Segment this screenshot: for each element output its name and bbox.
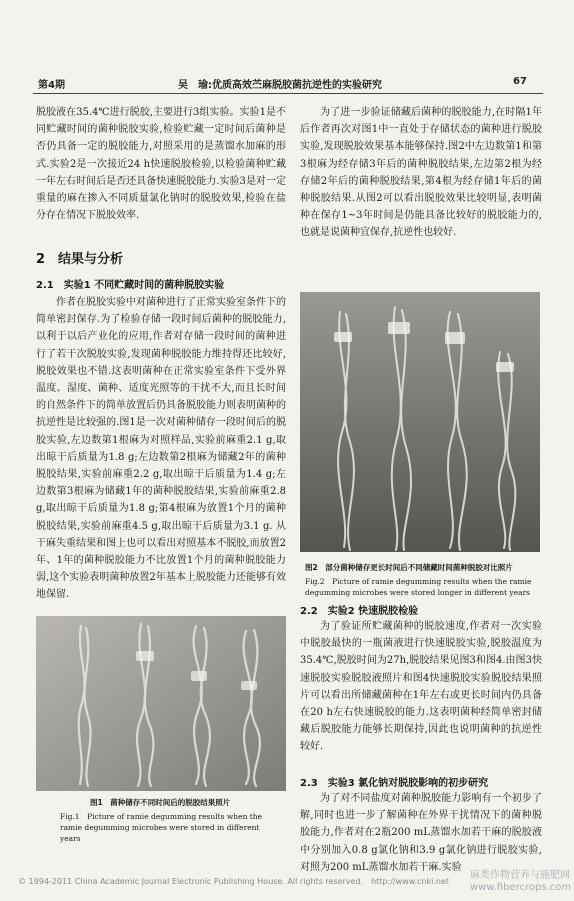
paragraph: 为了对不同盐度对菌种脱胶能力影响有一个初步了解,同时也进一步了解菌种在外界干扰情况下的菌种脱胶能力,作者对在2瓶200 mL蒸馏水加若干麻的脱胶液中分别加入0.8 g氯化钠和3.9 g氯化钠进行脱胶实验,对照为200 mL蒸馏水加若干麻.实验 bbox=[300, 793, 542, 873]
paragraph: 为了进一步验证储藏后菌种的脱胶能力,在时隔1年后作者再次对图1中一直处于存储状态的菌种进行脱胶实验,发现脱胶效果基本能够保持.图2中左边数第1和第3根麻为经存储3年后的菌种脱胶结果,左边第2根为经存储2年后的菌种脱胶结果,第4根为经存储1年后的菌种脱胶结果.从图2可以看出脱胶效果比较明显,表明菌种在保存1~3年时间是仍能具备比较好的脱胶能力的,也就是说菌种宜保存,抗逆性也较好. bbox=[300, 107, 542, 239]
section-title: 2 结果与分析 bbox=[36, 252, 124, 267]
figure-1-caption-en: Fig.1 Picture of ramie degumming results when the ramie degumming microbes were stored in different years bbox=[60, 812, 263, 843]
intro-paragraph: 脱胶液在35.4℃进行脱胶,主要进行3组实验。实验1是不同贮藏时间的菌种脱胶实验,检验贮藏一定时间后菌种是否仍具备一定的脱胶能力,对照采用的是蒸馏水加麻的形式.实验2是一次接近24 h快速脱胶检验,以检验菌种贮藏一年左右时间后是否还具备快速脱胶能力.实验3是对一定重量的麻在掺入不同质量氯化钠时的脱胶效果,检验在盐分存在情况下脱胶效率. bbox=[36, 107, 286, 222]
paragraph: 作者在脱胶实验中对菌种进行了正常实验室条件下的简单密封保存.为了检验存储一段时间后菌种的脱胶能力,以利于以后产业化的应用,作者对存储一段时间的菌种进行了若干次脱胶实验,发现菌种脱胶能力维持得还比较好,脱胶效果也不错.这表明菌种在正常实验室条件下受外界温度、湿度、菌种、适度光照等的干扰不大,而且长时间的自然条件下的简单放置后仍具备脱胶能力则表明菌种的抗逆性是比较强的.图1是一次对菌种储存一段时间后的脱胶实验,左边数第1根麻为对照样品,实验前麻重2.1 g,取出晾干后质量为1.8 g;左边数第2根麻为储藏2年的菌种脱胶结果,实验前麻重2.2 g,取出晾干后质量为1.4 g;左边数第3根麻为储藏1年的菌种脱胶结果,实验前麻重2.8 g,取出晾干后质量为1.8 g;第4根麻为放置1个月的菌种脱胶结果,实验前麻重4.5 g,取出晾干后质量为3.1 g. 从干麻失重结果和图上也可以看出对照基本不脱胶,而放置2年、1年的菌种脱胶能力不比放置1个月的菌种脱胶能力弱,这个实验表明菌种放置2年基本上脱胶能力还能够有效地保留. bbox=[36, 297, 286, 601]
intro-block bbox=[36, 104, 286, 224]
paragraph: 为了验证所贮藏菌种的脱胶速度,作者对一次实验中脱胶最快的一瓶菌液进行快速脱胶实验,脱胶温度为35.4℃,脱胶时间为27h,脱胶结果见图3和图4.由图3快速脱胶实验脱胶液照片和图4快速脱胶实验脱胶结果照片可以看出所储藏菌种在1年左右或更长时间内仍具备在20 h左右快速脱胶的能力.这表明菌种经简单密封储藏后脱胶能力能够长期保持,因此也说明菌种的抗逆性较好. bbox=[300, 621, 542, 753]
figure-2-caption-cn: 图2 部分菌种储存更长时间后不同储藏时间菌种脱胶对比照片 bbox=[305, 563, 513, 572]
issue-number: 第4期 bbox=[38, 80, 65, 91]
right-top-block bbox=[300, 104, 542, 242]
figure-2-photo bbox=[300, 292, 540, 552]
watermark-url: www.fibercrops.com bbox=[470, 882, 572, 893]
subsection-3-title: 2.3 实验3 氯化钠对脱胶影响的初步研究 bbox=[300, 778, 489, 789]
ramie-fibers-image bbox=[36, 616, 286, 791]
page-number: 67 bbox=[513, 76, 527, 87]
subsection-1-title: 2.1 实验1 不同贮藏时间的菌种脱胶实验 bbox=[36, 280, 225, 291]
copyright-footer: © 1994-2011 China Academic Journal Electronic Publishing House. All rights reserved. http://www.cnki.net bbox=[18, 877, 450, 886]
ramie-fibers-image bbox=[300, 292, 540, 552]
running-title: 吴 瑜:优质高效苎麻脱胶菌抗逆性的实验研究 bbox=[178, 80, 382, 91]
header-rule bbox=[33, 93, 543, 94]
figure-1-photo bbox=[36, 616, 286, 791]
figure-1-caption-cn: 图1 菌种储存不同时间后的脱胶结果照片 bbox=[90, 798, 231, 807]
subsection-3-body bbox=[300, 790, 542, 876]
subsection-1-body bbox=[36, 294, 286, 604]
watermark-cn: 麻类作物营养与施肥网 bbox=[470, 870, 570, 881]
subsection-2-body bbox=[300, 618, 542, 756]
subsection-2-title: 2.2 实验2 快速脱胶检验 bbox=[300, 606, 419, 617]
figure-2-caption-en: Fig.2 Picture of ramie degumming results when the ramie degumming microbes were stored longer in different years bbox=[305, 577, 532, 597]
